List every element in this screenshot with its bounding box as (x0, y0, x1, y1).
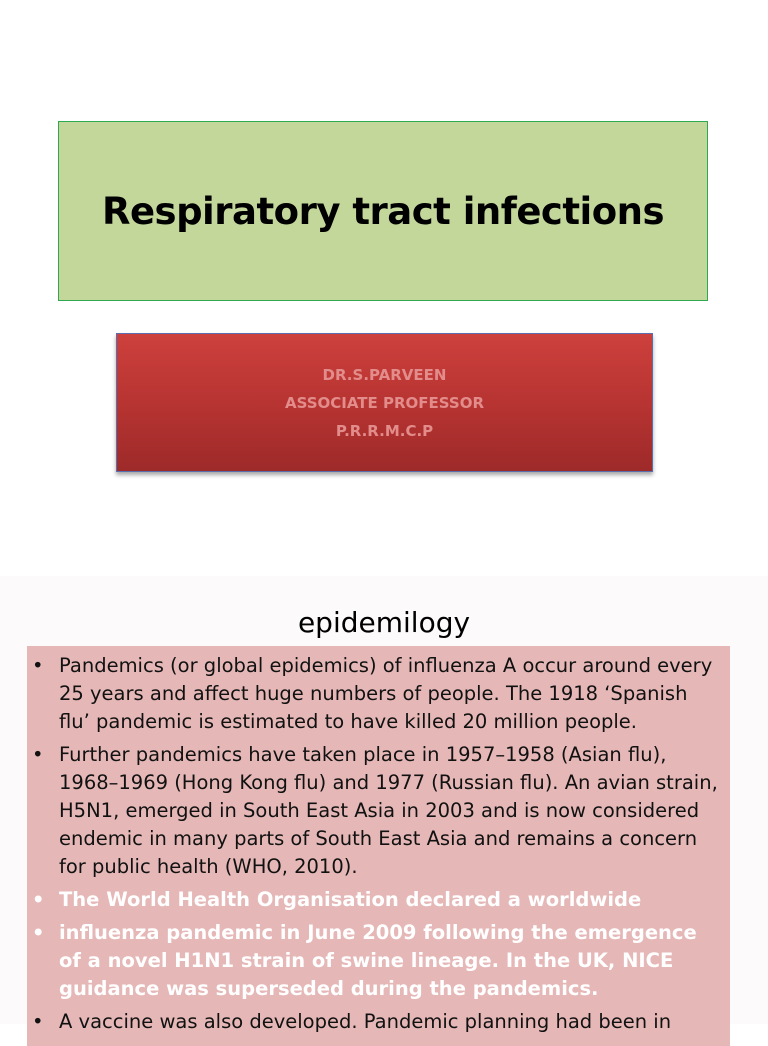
bullet-item (32, 1008, 722, 1036)
author-name: DR.S.PARVEEN (322, 365, 447, 384)
title-box (58, 121, 708, 301)
bullet-text: Pandemics (or global epidemics) of influenza A occur around every 25 years and affect huge numbers of people. The 1918 ‘Spanish flu’ pandemic is estimated to have killed 20 million people. (59, 654, 713, 733)
bullet-text: influenza pandemic in June 2009 following the emergence of a novel H1N1 strain of swine lineage. In the UK, NICE guidance was superseded during the pandemics. (59, 921, 697, 1000)
bullet-list (27, 646, 730, 1036)
author-position: ASSOCIATE PROFESSOR (284, 393, 485, 412)
bullet-text: A vaccine was also developed. Pandemic planning had been in (59, 1010, 672, 1033)
content-box (27, 646, 730, 1046)
author-institution: P.R.R.M.C.P (335, 421, 434, 440)
bullet-icon: • (32, 1010, 44, 1033)
bullet-text: The World Health Organisation declared a worldwide (59, 888, 642, 911)
author-box (116, 333, 653, 472)
bullet-icon: • (32, 888, 45, 911)
slide-heading: epidemilogy (297, 606, 471, 639)
bullet-item (32, 741, 722, 881)
bullet-icon: • (32, 654, 44, 677)
bullet-text: Further pandemics have taken place in 1957–1958 (Asian flu), 1968–1969 (Hong Kong flu) and 1977 (Russian flu). An avian strain, H5N1, emerged in South East Asia in 2003 and is now considered endemic in many parts of South East Asia and remains a concern for public health (WHO, 2010). (59, 743, 718, 878)
bullet-item (32, 919, 722, 1003)
bullet-item (32, 652, 722, 736)
epidemiology-slide (0, 576, 768, 1033)
bullet-icon: • (32, 743, 44, 766)
slide-title: Respiratory tract infections (101, 189, 665, 233)
bullet-item (32, 886, 722, 914)
bullet-icon: • (32, 921, 45, 944)
